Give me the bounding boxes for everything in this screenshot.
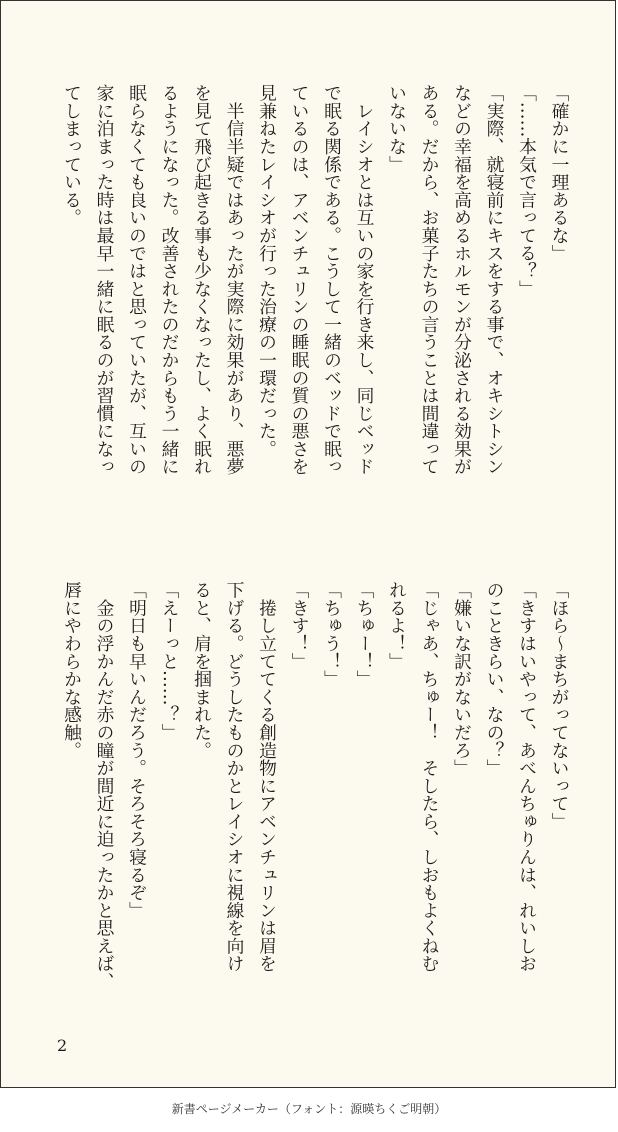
text-line: 「……本気で言ってる？」 [516,84,538,298]
text-line: 唇にやわらかな感触。 [61,581,83,759]
text-line: 「ちゅー！」 [354,581,375,688]
text-line: 捲し立ててくる創造物にアベンチュリンは眉を [256,581,278,973]
text-line: レイシオとは互いの家を行き来し、同じベッド [354,84,375,476]
text-line: 「きす！」 [289,581,310,670]
text-line: れるよ！」 [386,581,408,670]
text-line: 「嫌いな訳がないだろ」 [451,581,473,777]
footer-credit: 新書ページメーカー（フォント：源暎ちくご明朝） [171,1102,447,1116]
upper-text-block [55,84,575,534]
text-line: 「明日も早いんだろう。そろそろ寝るぞ」 [126,581,148,920]
text-line: ある。だから、お菓子たちの言うことは間違って [419,84,440,476]
text-line: 眠らなくても良いのではと思っていたが、互いの [126,84,148,476]
text-line: 「ほら～まちがってないって」 [549,581,570,831]
text-line: 家に泊まった時は最早一緒に眠るのが習慣になっ [94,84,115,476]
text-line: 「じゃあ、ちゅー！ そしたら、しおもよくねむ [419,581,440,973]
text-line: 下げる。どうしたものかとレイシオに視線を向け [224,581,245,973]
text-line: 「きすはいやって、あべんちゅりんは、れいしお [516,581,538,973]
text-line: 「確かに一理あるな」 [549,84,570,262]
text-line: ると、肩を掴まれた。 [191,581,213,759]
text-line: 見兼ねたレイシオが行った治療の一環だった。 [256,84,278,458]
text-line: 「実際、就寝前にキスをする事で、オキシトシン [484,84,505,476]
text-line: のこときらい、なの？」 [484,581,505,777]
text-line: いないな」 [386,84,408,173]
text-line: ているのは、アベンチュリンの睡眠の質の悪さを [289,84,310,476]
text-line: で眠る関係である。こうして一緒のベッドで眠っ [321,84,343,476]
text-line: るようになった。改善されたのだからもう一緒に [159,84,180,476]
text-line: 「えーっと……？」 [159,581,180,742]
text-line: 金の浮かんだ赤の瞳が間近に迫ったかと思えば、 [94,581,115,991]
text-line: を見て飛び起きる事も少なくなったし、よく眠れ [191,84,213,476]
text-line: 半信半疑ではあったが実際に効果があり、悪夢 [224,84,245,476]
lower-text-block [55,581,575,1031]
text-line: 「ちゅう！」 [321,581,343,688]
text-line: てしまっている。 [61,84,83,227]
text-line: などの幸福を高めるホルモンが分泌される効果が [451,84,473,476]
page-number: 2 [57,1036,68,1055]
